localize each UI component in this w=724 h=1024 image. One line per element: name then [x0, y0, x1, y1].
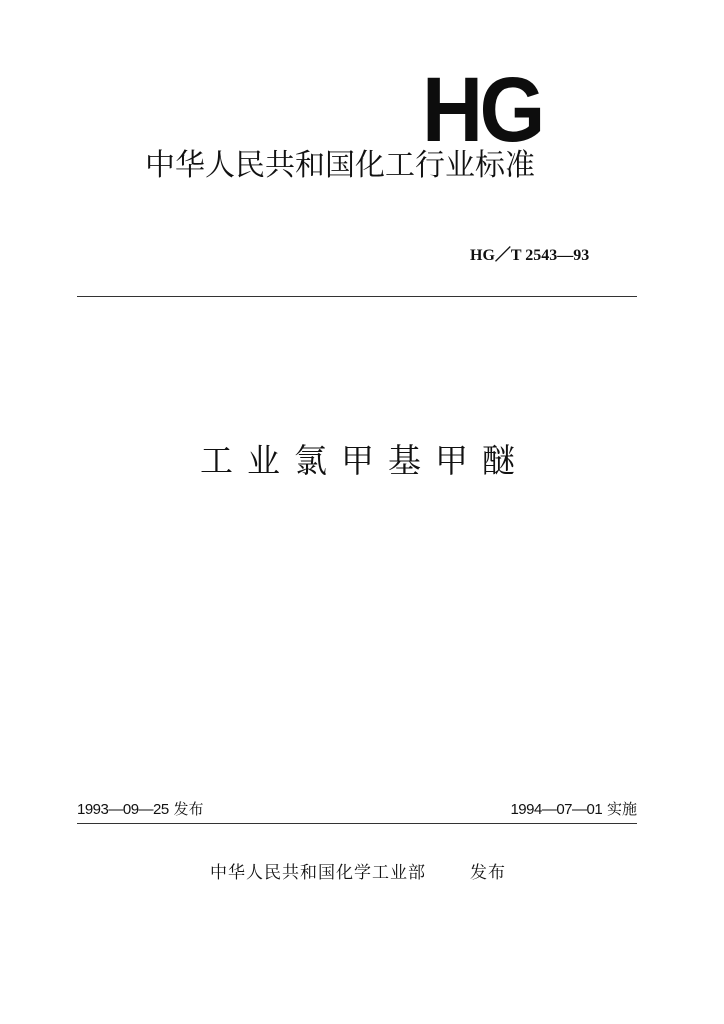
bottom-divider: [77, 823, 637, 824]
top-divider: [77, 296, 637, 297]
issue-label: 发布: [173, 800, 204, 818]
issue-date-block: [77, 799, 204, 820]
hg-logo: HG: [422, 59, 542, 161]
issuer-action: 发布: [470, 863, 506, 883]
standard-code: HG／T 2543—93: [470, 247, 590, 264]
document-title: 工业氯甲基甲醚: [200, 441, 529, 480]
effective-date-block: [510, 799, 637, 820]
issue-date: 1993—09—25: [77, 801, 169, 818]
effective-label: 实施: [606, 800, 637, 818]
effective-date: 1994—07—01: [510, 801, 603, 818]
issuer-name: 中华人民共和国化学工业部: [210, 863, 426, 883]
standard-category-title: 中华人民共和国化工行业标准: [145, 148, 535, 183]
